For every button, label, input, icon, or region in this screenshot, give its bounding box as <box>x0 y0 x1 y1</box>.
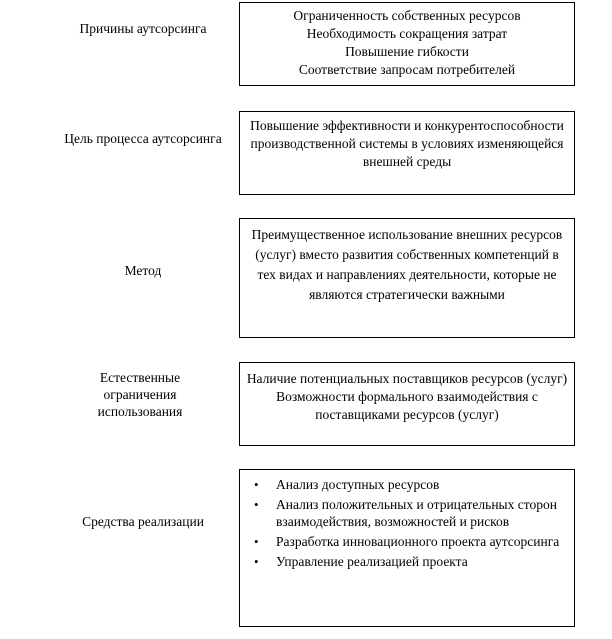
reason-item: Необходимость сокращения затрат <box>306 26 508 41</box>
bullet-icon: • <box>254 497 259 512</box>
reason-item: Повышение гибкости <box>345 44 469 59</box>
label-outsourcing-reasons: Причины аутсорсинга <box>79 21 207 36</box>
label-natural-limitations: Естественные ограничения использования <box>97 370 183 419</box>
box-method: Преимущественное использование внешних ресурсов (услуг) вместо развития собственных компетенций в тех видах и направлениях деятельности, которые не являются стратегически важными <box>239 218 575 338</box>
label-method: Метод <box>124 263 162 278</box>
box-outsourcing-goal: Повышение эффективности и конкурентоспособности производственной системы в условиях изменяющейся внешней среды <box>239 111 575 195</box>
means-list-item <box>254 476 568 493</box>
means-list-item <box>254 553 568 570</box>
label-implementation-means: Средства реализации <box>82 514 204 529</box>
means-list-item <box>254 496 568 530</box>
bullet-icon: • <box>254 554 259 569</box>
means-item-text: Управление реализацией проекта <box>276 554 468 569</box>
reason-item: Соответствие запросам потребителей <box>298 62 516 77</box>
means-list-item <box>254 533 568 550</box>
label-outsourcing-goal: Цель процесса аутсорсинга <box>64 131 222 146</box>
bullet-icon: • <box>254 534 259 549</box>
bullet-icon: • <box>254 477 259 492</box>
limitation-item: Возможности формального взаимодействия с поставщиками ресурсов (услуг) <box>276 389 538 422</box>
reason-item: Ограниченность собственных ресурсов <box>293 8 521 23</box>
box-implementation-means <box>239 469 575 627</box>
means-list <box>254 476 568 570</box>
means-item-text: Разработка инновационного проекта аутсорсинга <box>276 534 560 549</box>
means-item-text: Анализ положительных и отрицательных сторон взаимодействия, возможностей и рисков <box>276 497 557 529</box>
limitation-item: Наличие потенциальных поставщиков ресурсов (услуг) <box>246 371 568 386</box>
box-natural-limitations <box>239 362 575 446</box>
box-outsourcing-reasons <box>239 2 575 86</box>
means-item-text: Анализ доступных ресурсов <box>276 477 440 492</box>
